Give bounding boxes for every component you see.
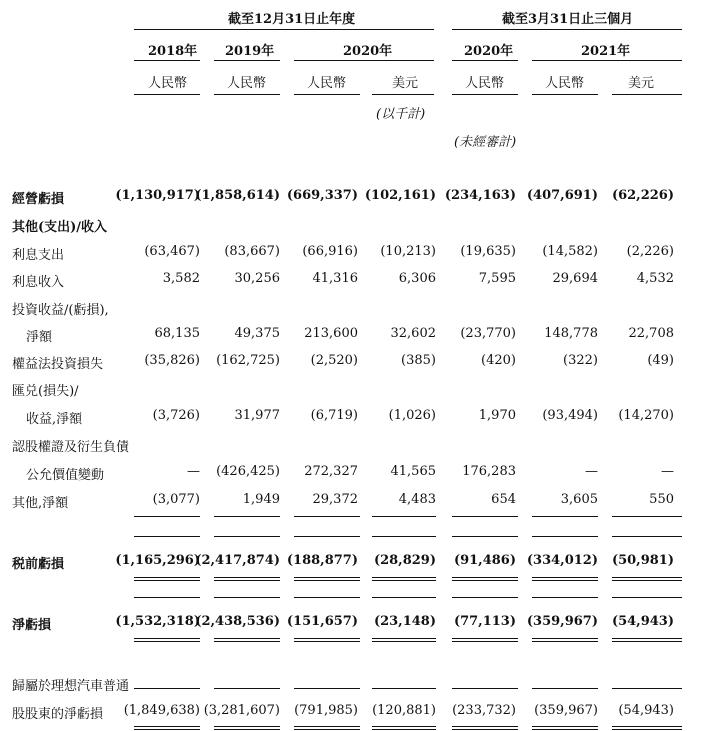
row-value: (2,417,874) xyxy=(195,553,280,568)
total-rule xyxy=(612,726,682,727)
row-value: — xyxy=(661,464,674,479)
row-value: 1,949 xyxy=(242,492,280,507)
total-rule xyxy=(372,726,436,727)
row-value: (62,226) xyxy=(611,188,674,203)
subtotal-rule xyxy=(612,536,682,537)
row-value: (23,770) xyxy=(460,326,516,341)
total-rule xyxy=(214,580,280,581)
subtotal-rule xyxy=(452,597,518,598)
year-group-header: 截至12月31日止年度 xyxy=(228,12,356,27)
row-value: 68,135 xyxy=(154,326,200,341)
row-value: 41,565 xyxy=(390,464,436,479)
row-value: (669,337) xyxy=(286,188,358,203)
row-value: (120,881) xyxy=(372,703,436,718)
total-rule xyxy=(452,638,518,639)
row-label: 股股東的淨虧損 xyxy=(12,707,104,722)
subtotal-rule xyxy=(294,536,360,537)
total-rule xyxy=(452,641,518,642)
col-3-4-rule xyxy=(294,60,434,61)
row-value: (233,732) xyxy=(452,703,516,718)
row-value: 654 xyxy=(491,492,516,507)
row-value: (10,213) xyxy=(380,244,436,259)
row-value: (1,165,296) xyxy=(115,553,200,568)
col-5-rule xyxy=(452,60,518,61)
row-value: — xyxy=(585,464,598,479)
row-value: (63,467) xyxy=(144,244,200,259)
year-2019-header: 2019年 xyxy=(225,44,275,59)
row-value: 213,600 xyxy=(304,326,358,341)
total-rule xyxy=(532,726,598,727)
row-value: 6,306 xyxy=(398,271,436,286)
row-label: 利息支出 xyxy=(12,248,65,263)
total-rule xyxy=(294,638,360,639)
total-rule xyxy=(134,516,200,517)
year-2020q-header: 2020年 xyxy=(464,44,514,59)
total-rule xyxy=(214,577,280,578)
subtotal-rule xyxy=(452,688,518,689)
total-rule xyxy=(372,729,436,730)
row-value: — xyxy=(187,464,200,479)
row-value: 30,256 xyxy=(234,271,280,286)
row-value: (54,943) xyxy=(618,703,674,718)
currency-rule xyxy=(612,94,682,95)
total-rule xyxy=(612,580,682,581)
row-value: 550 xyxy=(649,492,674,507)
row-value: 3,605 xyxy=(560,492,598,507)
row-label: 淨虧損 xyxy=(12,618,52,633)
year-2018-header: 2018年 xyxy=(148,44,198,59)
row-value: 272,327 xyxy=(304,464,358,479)
subtotal-rule xyxy=(214,597,280,598)
subtotal-rule xyxy=(612,597,682,598)
currency-rule xyxy=(372,94,434,95)
total-rule xyxy=(452,729,518,730)
row-value: 32,602 xyxy=(390,326,436,341)
total-rule xyxy=(452,516,518,517)
row-value: 7,595 xyxy=(478,271,516,286)
row-value: (234,163) xyxy=(444,188,516,203)
total-rule xyxy=(294,729,360,730)
currency-rule xyxy=(532,94,598,95)
row-value: (66,916) xyxy=(302,244,358,259)
row-value: 29,372 xyxy=(312,492,358,507)
row-value: (35,826) xyxy=(144,353,200,368)
row-value: (162,725) xyxy=(216,353,280,368)
row-label: 收益,淨額 xyxy=(26,412,83,427)
total-rule xyxy=(214,516,280,517)
col-1-rule xyxy=(134,60,200,61)
total-rule xyxy=(134,726,200,727)
total-rule xyxy=(294,641,360,642)
row-value: (1,026) xyxy=(388,408,436,423)
row-value: 1,970 xyxy=(478,408,516,423)
row-value: (385) xyxy=(401,353,436,368)
row-label: 利息收入 xyxy=(12,275,65,290)
year-2021-header: 2021年 xyxy=(581,44,631,59)
unaudited-note: (未經審計) xyxy=(454,135,517,150)
subtotal-rule xyxy=(214,688,280,689)
subtotal-rule xyxy=(294,597,360,598)
total-rule xyxy=(372,638,436,639)
currency-header: 人民幣 xyxy=(545,76,585,91)
subtotal-rule xyxy=(134,536,200,537)
row-value: (93,494) xyxy=(542,408,598,423)
row-value: (426,425) xyxy=(216,464,280,479)
row-value: 49,375 xyxy=(234,326,280,341)
total-rule xyxy=(134,580,200,581)
row-value: (2,226) xyxy=(626,244,674,259)
row-label: 公允價值變動 xyxy=(26,468,105,483)
row-value: 22,708 xyxy=(628,326,674,341)
currency-rule xyxy=(452,94,518,95)
row-label: 其他,淨額 xyxy=(12,496,69,511)
total-rule xyxy=(532,641,598,642)
total-rule xyxy=(532,729,598,730)
row-value: (6,719) xyxy=(310,408,358,423)
subtotal-rule xyxy=(532,688,598,689)
row-value: (23,148) xyxy=(373,614,436,629)
row-value: (407,691) xyxy=(526,188,598,203)
total-rule xyxy=(452,726,518,727)
row-value: 4,483 xyxy=(398,492,436,507)
total-rule xyxy=(612,641,682,642)
row-value: 148,778 xyxy=(544,326,598,341)
total-rule xyxy=(134,577,200,578)
currency-header: 人民幣 xyxy=(148,76,188,91)
row-value: (3,726) xyxy=(152,408,200,423)
row-value: (77,113) xyxy=(453,614,516,629)
total-rule xyxy=(214,641,280,642)
row-value: (83,667) xyxy=(224,244,280,259)
currency-header: 美元 xyxy=(628,76,655,91)
currency-header: 人民幣 xyxy=(227,76,267,91)
row-value: (91,486) xyxy=(453,553,516,568)
row-value: (2,438,536) xyxy=(195,614,280,629)
total-rule xyxy=(532,638,598,639)
row-value: (14,582) xyxy=(542,244,598,259)
total-rule xyxy=(214,638,280,639)
subtotal-rule xyxy=(372,597,436,598)
total-rule xyxy=(452,580,518,581)
total-rule xyxy=(294,580,360,581)
currency-header: 人民幣 xyxy=(307,76,347,91)
col-6-7-rule xyxy=(532,60,682,61)
total-rule xyxy=(134,638,200,639)
quarter-group-header: 截至3月31日止三個月 xyxy=(502,12,634,27)
row-value: (19,635) xyxy=(460,244,516,259)
subtotal-rule xyxy=(372,688,436,689)
col-2-rule xyxy=(214,60,280,61)
subtotal-rule xyxy=(372,536,436,537)
total-rule xyxy=(612,577,682,578)
currency-rule xyxy=(214,94,280,95)
row-value: (420) xyxy=(481,353,516,368)
row-value: (28,829) xyxy=(373,553,436,568)
total-rule xyxy=(294,726,360,727)
subtotal-rule xyxy=(134,688,200,689)
year-group-rule xyxy=(134,29,434,30)
row-value: 31,977 xyxy=(234,408,280,423)
row-value: (14,270) xyxy=(618,408,674,423)
total-rule xyxy=(452,577,518,578)
row-label: 認股權證及衍生負債 xyxy=(12,440,130,455)
row-value: (3,077) xyxy=(152,492,200,507)
total-rule xyxy=(532,580,598,581)
row-value: (49) xyxy=(647,353,674,368)
subtotal-rule xyxy=(452,536,518,537)
total-rule xyxy=(612,638,682,639)
subtotal-rule xyxy=(294,688,360,689)
currency-header: 美元 xyxy=(392,76,419,91)
row-value: 41,316 xyxy=(312,271,358,286)
row-value: (1,849,638) xyxy=(123,703,200,718)
row-label: 税前虧損 xyxy=(12,557,65,572)
row-value: (188,877) xyxy=(286,553,358,568)
total-rule xyxy=(372,580,436,581)
subtotal-rule xyxy=(612,688,682,689)
row-label: 經營虧損 xyxy=(12,192,65,207)
total-rule xyxy=(214,729,280,730)
total-rule xyxy=(372,641,436,642)
row-label: 淨額 xyxy=(26,330,53,345)
row-value: 176,283 xyxy=(462,464,516,479)
row-value: (3,281,607) xyxy=(203,703,280,718)
total-rule xyxy=(532,516,598,517)
quarter-group-rule xyxy=(452,29,682,30)
row-label: 其他(支出)/收入 xyxy=(12,220,108,235)
currency-rule xyxy=(294,94,360,95)
total-rule xyxy=(532,577,598,578)
row-label: 匯兑(損失)/ xyxy=(12,384,79,399)
row-value: (151,657) xyxy=(286,614,358,629)
total-rule xyxy=(134,641,200,642)
total-rule xyxy=(214,726,280,727)
row-value: (359,967) xyxy=(534,703,598,718)
row-value: (1,858,614) xyxy=(195,188,280,203)
row-value: (359,967) xyxy=(526,614,598,629)
total-rule xyxy=(612,729,682,730)
row-label: 投資收益/(虧損), xyxy=(12,303,109,318)
total-rule xyxy=(372,516,436,517)
subtotal-rule xyxy=(134,597,200,598)
row-value: (1,532,318) xyxy=(115,614,200,629)
total-rule xyxy=(372,577,436,578)
currency-header: 人民幣 xyxy=(465,76,505,91)
row-value: (102,161) xyxy=(364,188,436,203)
row-value: (54,943) xyxy=(611,614,674,629)
total-rule xyxy=(294,516,360,517)
row-value: (2,520) xyxy=(310,353,358,368)
row-value: 29,694 xyxy=(552,271,598,286)
row-value: (1,130,917) xyxy=(115,188,200,203)
total-rule xyxy=(134,729,200,730)
subtotal-rule xyxy=(532,536,598,537)
row-value: 3,582 xyxy=(162,271,200,286)
row-value: (322) xyxy=(563,353,598,368)
total-rule xyxy=(612,516,682,517)
year-2020-header: 2020年 xyxy=(343,44,393,59)
row-value: 4,532 xyxy=(636,271,674,286)
total-rule xyxy=(294,577,360,578)
row-value: (50,981) xyxy=(611,553,674,568)
row-label: 權益法投資損失 xyxy=(12,357,104,372)
row-label: 歸屬於理想汽車普通 xyxy=(12,679,130,694)
subtotal-rule xyxy=(214,536,280,537)
in-thousands-note: (以千計) xyxy=(376,107,426,122)
row-value: (334,012) xyxy=(526,553,598,568)
subtotal-rule xyxy=(532,597,598,598)
row-value: (791,985) xyxy=(294,703,358,718)
currency-rule xyxy=(134,94,200,95)
